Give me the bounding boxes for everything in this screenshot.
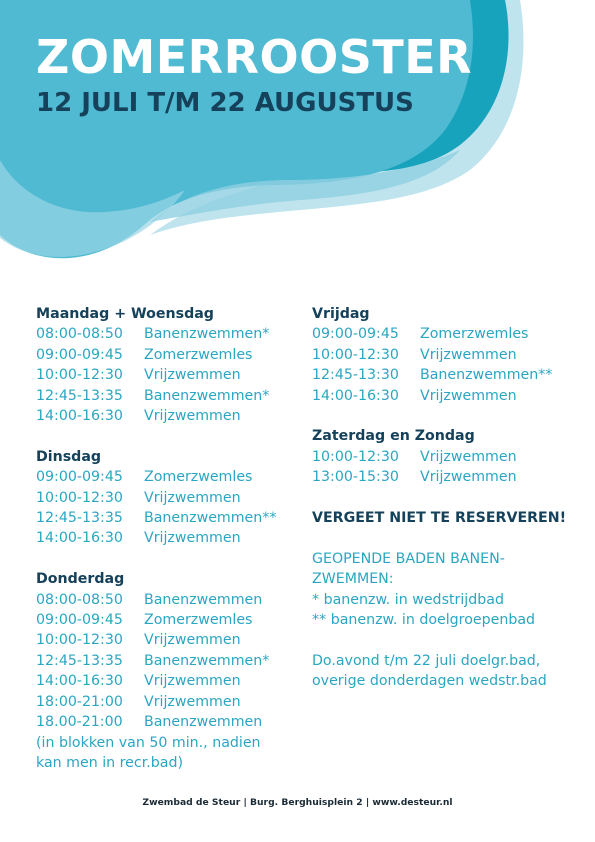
schedule-row — [36, 610, 296, 630]
schedule-row — [36, 590, 296, 610]
day-section-friday — [312, 304, 582, 406]
activity: Zomerzwemles — [420, 326, 529, 343]
day-section-thursday — [36, 569, 296, 773]
schedule-left-column — [36, 304, 296, 794]
activity: Vrijzwemmen — [144, 367, 241, 384]
time-slot: 10:00-12:30 — [312, 448, 399, 465]
schedule-row — [36, 365, 296, 385]
page-title: ZOMERROOSTER — [36, 30, 473, 84]
schedule-right-column — [312, 304, 582, 692]
info-line: Do.avond t/m 22 juli doelgr.bad, — [312, 652, 541, 669]
day-section-monday-wednesday — [36, 304, 296, 426]
schedule-row — [36, 488, 296, 508]
activity: Vrijzwemmen — [420, 469, 517, 486]
info-line: * banenzw. in wedstrijdbad — [312, 591, 504, 608]
schedule-row — [312, 447, 582, 467]
schedule-row — [312, 365, 582, 385]
info-line: ** banenzw. in doelgroepenbad — [312, 612, 536, 629]
info-line: ZWEMMEN: — [312, 571, 394, 588]
thursday-note-line: kan men in recr.bad) — [36, 754, 183, 771]
activity: Banenzwemmen* — [144, 326, 270, 343]
time-slot: 14:00-16:30 — [36, 408, 123, 425]
time-slot: 10:00-12:30 — [36, 367, 123, 384]
schedule-row — [36, 692, 296, 712]
activity: Banenzwemmen** — [420, 367, 553, 384]
schedule-row — [36, 386, 296, 406]
day-heading: Vrijdag — [312, 306, 370, 322]
activity: Vrijzwemmen — [420, 346, 517, 363]
info-line: overige donderdagen wedstr.bad — [312, 673, 547, 690]
time-slot: 14:00-16:30 — [36, 530, 123, 547]
time-slot: 09:00-09:45 — [36, 346, 123, 363]
time-slot: 10:00-12:30 — [36, 632, 123, 649]
info-spacer — [312, 630, 582, 650]
schedule-row — [312, 467, 582, 487]
time-slot: 18:00-21:00 — [36, 693, 123, 710]
reservation-reminder: VERGEET NIET TE RESERVEREN! — [312, 510, 567, 527]
time-slot: 12:45-13:35 — [36, 652, 123, 669]
time-slot: 12:45-13:30 — [312, 367, 399, 384]
schedule-row — [312, 324, 582, 344]
activity: Vrijzwemmen — [144, 408, 241, 425]
time-slot: 09:00-09:45 — [36, 469, 123, 486]
schedule-row — [36, 324, 296, 344]
activity: Vrijzwemmen — [420, 448, 517, 465]
activity: Zomerzwemles — [144, 612, 253, 629]
day-heading: Donderdag — [36, 571, 125, 588]
schedule-row — [36, 712, 296, 732]
page-subtitle: 12 JULI T/M 22 AUGUSTUS — [36, 88, 414, 118]
schedule-row — [36, 528, 296, 548]
activity: Zomerzwemles — [144, 469, 253, 486]
activity: Vrijzwemmen — [420, 387, 517, 404]
schedule-row — [36, 651, 296, 671]
time-slot: 13:00-15:30 — [312, 469, 399, 486]
activity: Zomerzwemles — [144, 346, 253, 363]
time-slot: 10:00-12:30 — [36, 489, 123, 506]
schedule-row — [312, 386, 582, 406]
time-slot: 08:00-08:50 — [36, 326, 123, 343]
activity: Banenzwemmen* — [144, 652, 270, 669]
time-slot: 09:00-09:45 — [36, 612, 123, 629]
activity: Vrijzwemmen — [144, 530, 241, 547]
time-slot: 09:00-09:45 — [312, 326, 399, 343]
schedule-row — [36, 508, 296, 528]
activity: Vrijzwemmen — [144, 489, 241, 506]
day-section-weekend — [312, 426, 582, 487]
thursday-note-line: (in blokken van 50 min., nadien — [36, 734, 261, 751]
footer-contact: Zwembad de Steur | Burg. Berghuisplein 2 | www.desteur.nl — [142, 797, 453, 808]
info-line: GEOPENDE BADEN BANEN- — [312, 550, 505, 567]
day-heading: Maandag + Woensdag — [36, 306, 214, 322]
activity: Banenzwemmen — [144, 591, 263, 608]
schedule-row — [36, 671, 296, 691]
schedule-row — [312, 345, 582, 365]
time-slot: 12:45-13:35 — [36, 387, 123, 404]
activity: Banenzwemmen* — [144, 387, 270, 404]
day-heading: Dinsdag — [36, 448, 102, 465]
pool-info — [312, 549, 582, 692]
time-slot: 18.00-21:00 — [36, 714, 123, 731]
time-slot: 14:00-16:30 — [312, 387, 399, 404]
day-heading: Zaterdag en Zondag — [312, 428, 475, 445]
schedule-row — [36, 630, 296, 650]
activity: Banenzwemmen — [144, 714, 263, 731]
time-slot: 10:00-12:30 — [312, 346, 399, 363]
time-slot: 14:00-16:30 — [36, 673, 123, 690]
schedule-row — [36, 467, 296, 487]
activity: Vrijzwemmen — [144, 693, 241, 710]
time-slot: 08:00-08:50 — [36, 591, 123, 608]
activity: Banenzwemmen** — [144, 510, 277, 527]
activity: Vrijzwemmen — [144, 673, 241, 690]
time-slot: 12:45-13:35 — [36, 510, 123, 527]
activity: Vrijzwemmen — [144, 632, 241, 649]
schedule-row — [36, 345, 296, 365]
day-section-tuesday — [36, 447, 296, 549]
schedule-row — [36, 406, 296, 426]
